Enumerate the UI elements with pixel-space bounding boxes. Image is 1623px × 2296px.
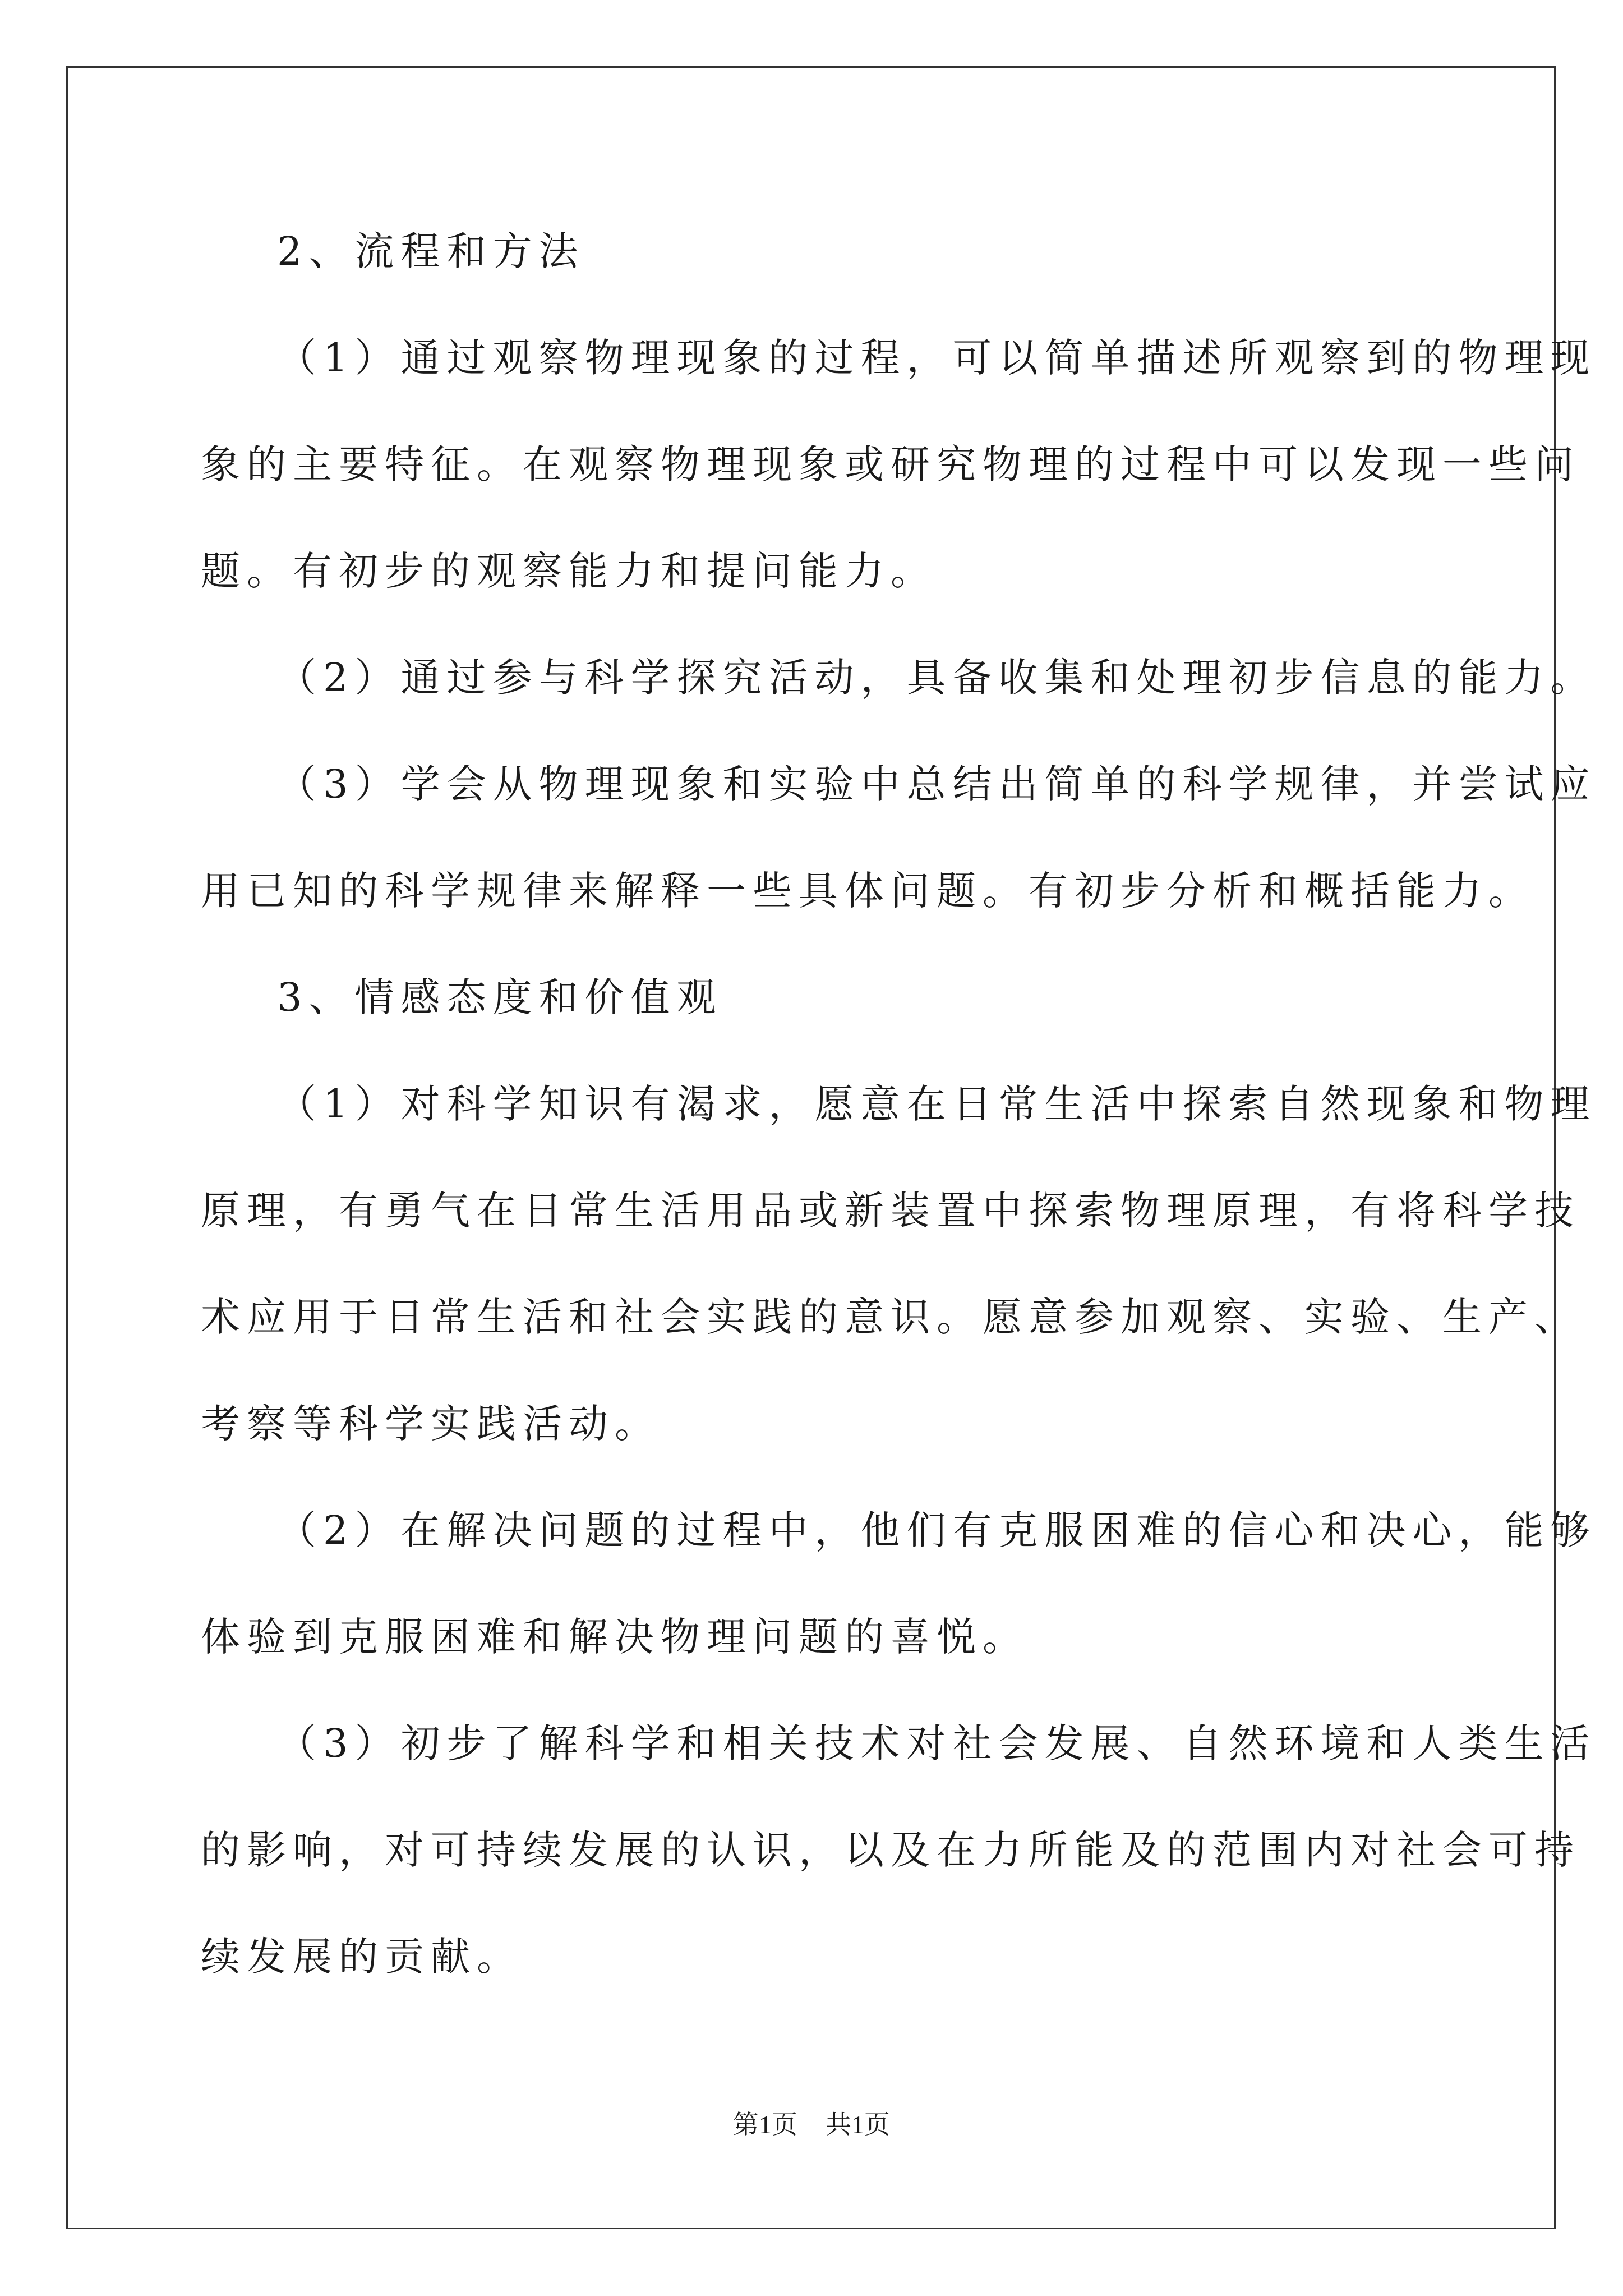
paragraph-line: （1）对科学知识有渴求，愿意在日常生活中探索自然现象和物理 (277, 1081, 1597, 1127)
paragraph-line: （3）初步了解科学和相关技术对社会发展、自然环境和人类生活 (277, 1720, 1597, 1766)
paragraph-line: 体验到克服困难和解决物理问题的喜悦。 (201, 1614, 1029, 1660)
paragraph-line: 象的主要特征。在观察物理现象或研究物理的过程中可以发现一些问 (201, 441, 1580, 487)
paragraph-line: （3）学会从物理现象和实验中总结出简单的科学规律，并尝试应 (277, 761, 1597, 807)
paragraph-line: 考察等科学实践活动。 (201, 1401, 661, 1447)
paragraph-line: （1）通过观察物理现象的过程，可以简单描述所观察到的物理现 (277, 335, 1597, 381)
page-footer (0, 2108, 1623, 2142)
section-heading-process-methods: 2、流程和方法 (277, 228, 585, 274)
paragraph-line: （2）通过参与科学探究活动，具备收集和处理初步信息的能力。 (277, 655, 1597, 701)
paragraph-line: 术应用于日常生活和社会实践的意识。愿意参加观察、实验、生产、 (201, 1294, 1580, 1340)
page-border (66, 66, 1597, 2229)
paragraph-line: 原理，有勇气在日常生活用品或新装置中探索物理原理，有将科学技 (201, 1188, 1580, 1234)
page-total: 共1页 (826, 2110, 890, 2139)
section-heading-attitude-values: 3、情感态度和价值观 (277, 974, 723, 1020)
paragraph-line: 用已知的科学规律来解释一些具体问题。有初步分析和概括能力。 (201, 868, 1534, 914)
page-number: 第1页 (733, 2110, 797, 2139)
paragraph-line: 续发展的贡献。 (201, 1934, 523, 1980)
paragraph-line: 题。有初步的观察能力和提问能力。 (201, 548, 937, 594)
paragraph-line: 的影响，对可持续发展的认识，以及在力所能及的范围内对社会可持 (201, 1827, 1580, 1873)
paragraph-line: （2）在解决问题的过程中，他们有克服困难的信心和决心，能够 (277, 1507, 1597, 1553)
